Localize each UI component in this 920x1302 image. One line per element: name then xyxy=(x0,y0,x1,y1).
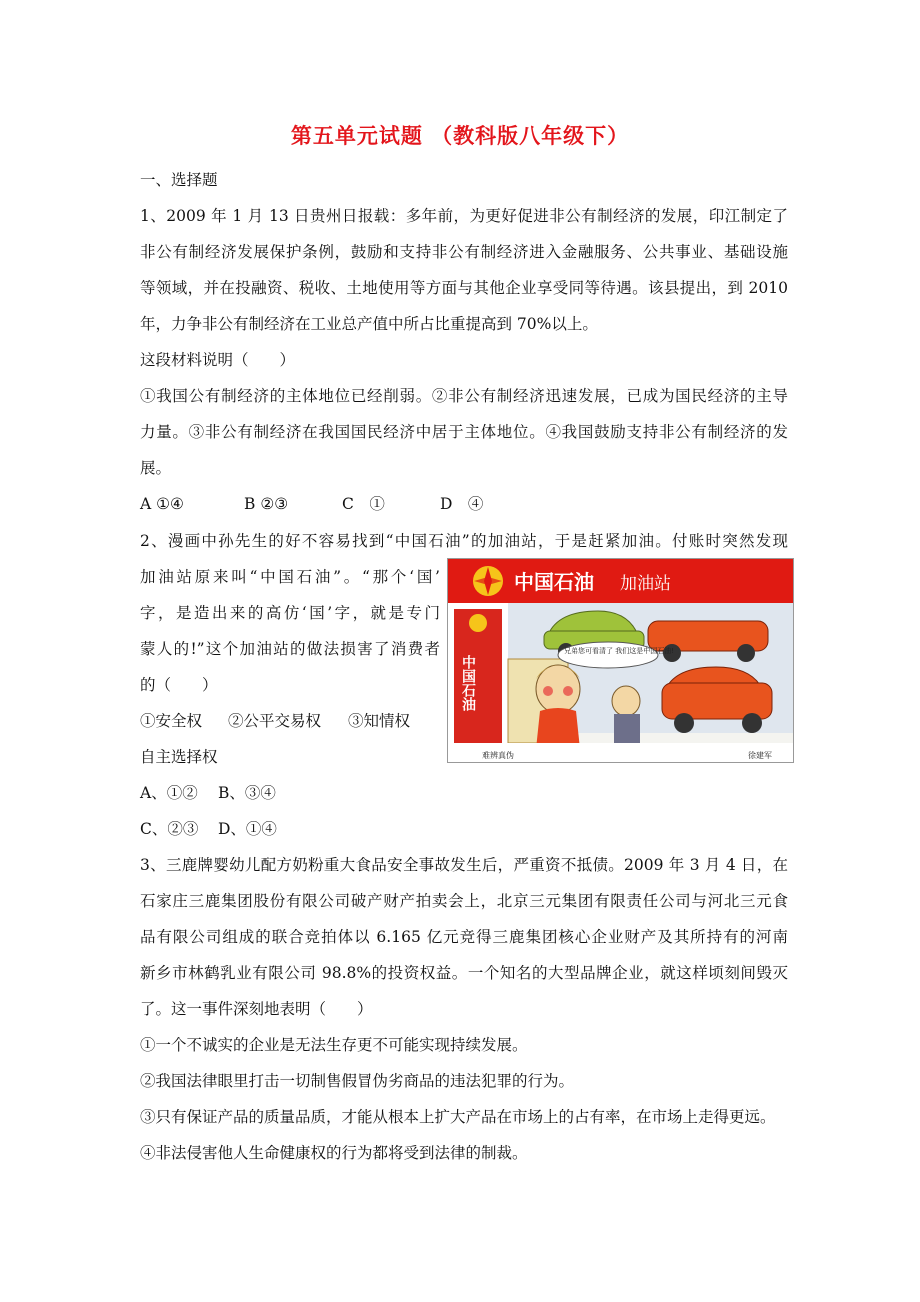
q3-text-line: 新乡市林鹤乳业有限公司 98.8%的投资权益。一个知名的大型品牌企业，就这样顷刻间毁灭 xyxy=(140,964,788,982)
q3-statement-3: ③只有保证产品的质量品质，才能从根本上扩大产品在市场上的占有率，在市场上走得更远。 xyxy=(140,1108,776,1126)
petrochina-logo-icon xyxy=(473,566,503,596)
q2-option-c: C、②③ xyxy=(140,820,199,838)
banner-text: 中国石油 xyxy=(514,570,594,594)
pillar-text: 中国石油 xyxy=(460,655,476,711)
q1-statement-line: 力量。③非公有制经济在我国国民经济中居于主体地位。④我国鼓励支持非公有制经济的发 xyxy=(140,423,788,441)
q1-prompt: 这段材料说明（ ） xyxy=(140,351,296,369)
q3-text-line: 3、三鹿牌婴幼儿配方奶粉重大食品安全事故发生后，严重资不抵债。2009 年 3 月 4 日，在 xyxy=(140,856,788,874)
q2-option-b: B、③④ xyxy=(218,784,276,802)
q2-right-1: ①安全权 xyxy=(140,712,203,730)
page-title: 第五单元试题 （教科版八年级下） xyxy=(290,124,630,148)
caption-left: 难辨真伪 xyxy=(482,751,514,760)
q2-text-line: 加油站原来叫“中国石油”。“那个‘国’ xyxy=(140,568,440,586)
q2-right-3: ③知情权 xyxy=(348,712,411,730)
q2-text-line: 2、漫画中孙先生的好不容易找到“中国石油”的加油站，于是赶紧加油。付账时突然发现 xyxy=(140,532,788,550)
q3-statement-4: ④非法侵害他人生命健康权的行为都将受到法律的制裁。 xyxy=(140,1144,528,1162)
banner-subtext: 加油站 xyxy=(620,574,671,594)
q1-option-b: B ②③ xyxy=(244,495,289,513)
q2-rights xyxy=(140,711,460,731)
q3-text-line: 品有限公司组成的联合竞拍体以 6.165 亿元竞得三鹿集团核心企业财产及其所持有的河南 xyxy=(140,928,788,946)
q1-statement-line: ①我国公有制经济的主体地位已经削弱。②非公有制经济迅速发展，已成为国民经济的主导 xyxy=(140,387,788,405)
q1-option-c: C ① xyxy=(342,495,385,513)
q1-options xyxy=(140,494,483,514)
cartoon-drawing xyxy=(448,559,793,762)
q2-right-2: ②公平交易权 xyxy=(228,712,322,730)
q1-statement-line: 展。 xyxy=(140,459,172,477)
q2-options-row1 xyxy=(140,783,276,803)
q3-statement-2: ②我国法律眼里打击一切制售假冒伪劣商品的违法犯罪的行为。 xyxy=(140,1072,575,1090)
q1-text-line: 1、2009 年 1 月 13 日贵州日报载：多年前，为更好促进非公有制经济的发展，印江制定了 xyxy=(140,207,788,225)
q1-text-line: 年，力争非公有制经济在工业总产值中所占比重提高到 70%以上。 xyxy=(140,315,598,333)
q2-text-line: 蒙人的!”这个加油站的做法损害了消费者 xyxy=(140,640,440,658)
section-heading: 一、选择题 xyxy=(140,171,218,189)
q2-right-4-cont: 自主选择权 xyxy=(140,748,218,766)
q1-text-line: 非公有制经济发展保护条例，鼓励和支持非公有制经济进入金融服务、公共事业、基础设施 xyxy=(140,243,788,261)
q2-option-d: D、①④ xyxy=(218,820,277,838)
bubble-text: 兄弟您可看清了 我们这是中国石油! xyxy=(564,647,675,655)
q1-option-a: A ①④ xyxy=(140,495,184,513)
q1-text-line: 等领域，并在投融资、税收、土地使用等方面与其他企业享受同等待遇。该县提出，到 2010 xyxy=(140,279,788,297)
q2-options-row2 xyxy=(140,819,277,839)
gas-station-cartoon xyxy=(447,558,794,763)
q2-text-line: 字，是造出来的高仿‘国’字，就是专门 xyxy=(140,604,440,622)
q2-option-a: A、①② xyxy=(140,784,198,802)
q3-prompt: 了。这一事件深刻地表明（ ） xyxy=(140,1000,373,1018)
q2-prompt: 的（ ） xyxy=(140,676,218,694)
caption-right: 徐建军 xyxy=(748,751,772,760)
q1-option-d: D ④ xyxy=(440,495,484,513)
customer-figure xyxy=(612,686,640,744)
q3-statement-1: ①一个不诚实的企业是无法生存更不可能实现持续发展。 xyxy=(140,1036,528,1054)
q3-text-line: 石家庄三鹿集团股份有限公司破产财产拍卖会上，北京三元集团有限责任公司与河北三元食 xyxy=(140,892,788,910)
